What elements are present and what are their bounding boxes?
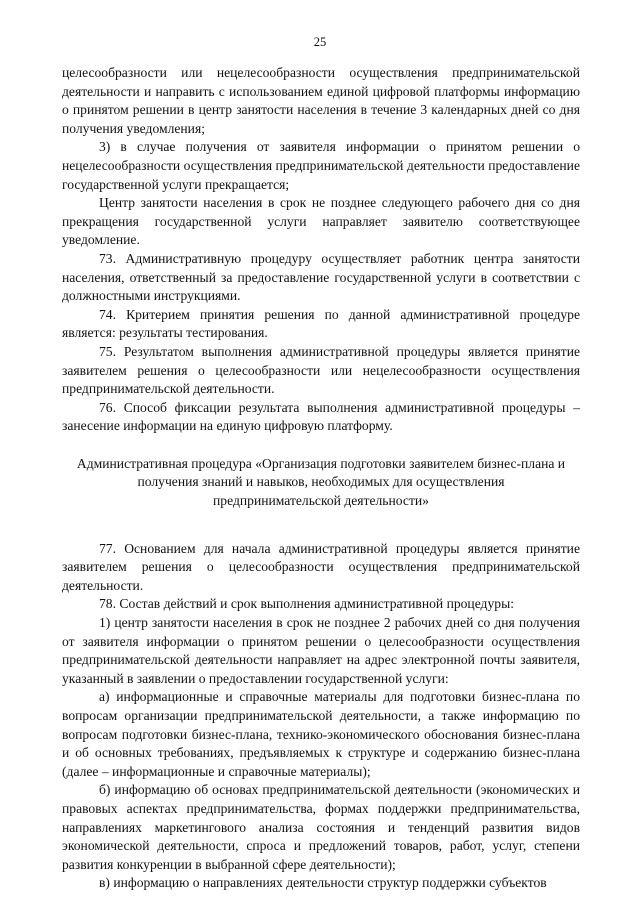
paragraph: 76. Способ фиксации результата выполнения административной процедуры – занесение информации на единую цифровую платформу. <box>62 399 580 434</box>
paragraph: Центр занятости населения в срок не позднее следующего рабочего дня со дня прекращения государственной услуги направляет заявителю соответствующее уведомление. <box>62 195 580 248</box>
paragraph: 77. Основанием для начала административной процедуры является принятие заявителем решения о целесообразности осуществления предпринимательской деятельности. <box>62 540 580 593</box>
paragraph: целесообразности или нецелесообразности осуществления предпринимательской деятельности и направить с использованием единой цифровой платформы информацию о принятом решении в центр занятости населения в течение 3 календарных дней со дня получения уведомления; <box>62 65 580 136</box>
paragraph: 3) в случае получения от заявителя информации о принятом решении о нецелесообразности осуществления предпринимательской деятельности предоставление государственной услуги прекращается; <box>62 139 580 192</box>
paragraph: в) информацию о направлениях деятельности структур поддержки субъектов <box>99 875 547 891</box>
paragraph: 73. Административную процедуру осуществляет работник центра занятости населения, ответственный за предоставление государственной услуги в соответствии с должностными инструкциями. <box>62 250 580 304</box>
paragraph: а) информационные и справочные материалы для подготовки бизнес-плана по вопросам организации предпринимательской деятельности, а также информацию по вопросам подготовки бизнес-плана, технико-экономического обоснования бизнес-плана и об основных требованиях, предъявляемых к структуре и содержанию бизнес-плана (далее – информационные и справочные материалы); <box>62 689 580 779</box>
page-number: 25 <box>313 35 327 49</box>
paragraph: 74. Критерием принятия решения по данной административной процедуре является: результаты тестирования. <box>62 306 580 341</box>
paragraph: 78. Состав действий и срок выполнения административной процедуры: <box>99 596 514 612</box>
section-heading: Административная процедура «Организация подготовки заявителем бизнес-плана и получения знаний и навыков, необходимых для осуществления предпринимательской деятельности» <box>76 455 566 509</box>
paragraph: 75. Результатом выполнения административной процедуры является принятие заявителем решения о целесообразности или нецелесообразности осуществления предпринимательской деятельности. <box>62 343 580 397</box>
paragraph: б) информацию об основах предпринимательской деятельности (экономических и правовых аспектах предпринимательства, формах поддержки предпринимательства, направлениях маркетингового анализа состояния и тенденций развития видов экономической деятельности, спроса и предложений товаров, работ, услуг, степени развития конкуренции в выбранной сфере деятельности); <box>62 782 580 872</box>
document-body <box>62 64 580 893</box>
paragraph: 1) центр занятости населения в срок не позднее 2 рабочих дней со дня получения от заявителя информации о принятом решении о целесообразности осуществления предпринимательской деятельности направляет на адрес электронной почты заявителя, указанный в заявлении о предоставлении государственной услуги: <box>62 615 580 686</box>
